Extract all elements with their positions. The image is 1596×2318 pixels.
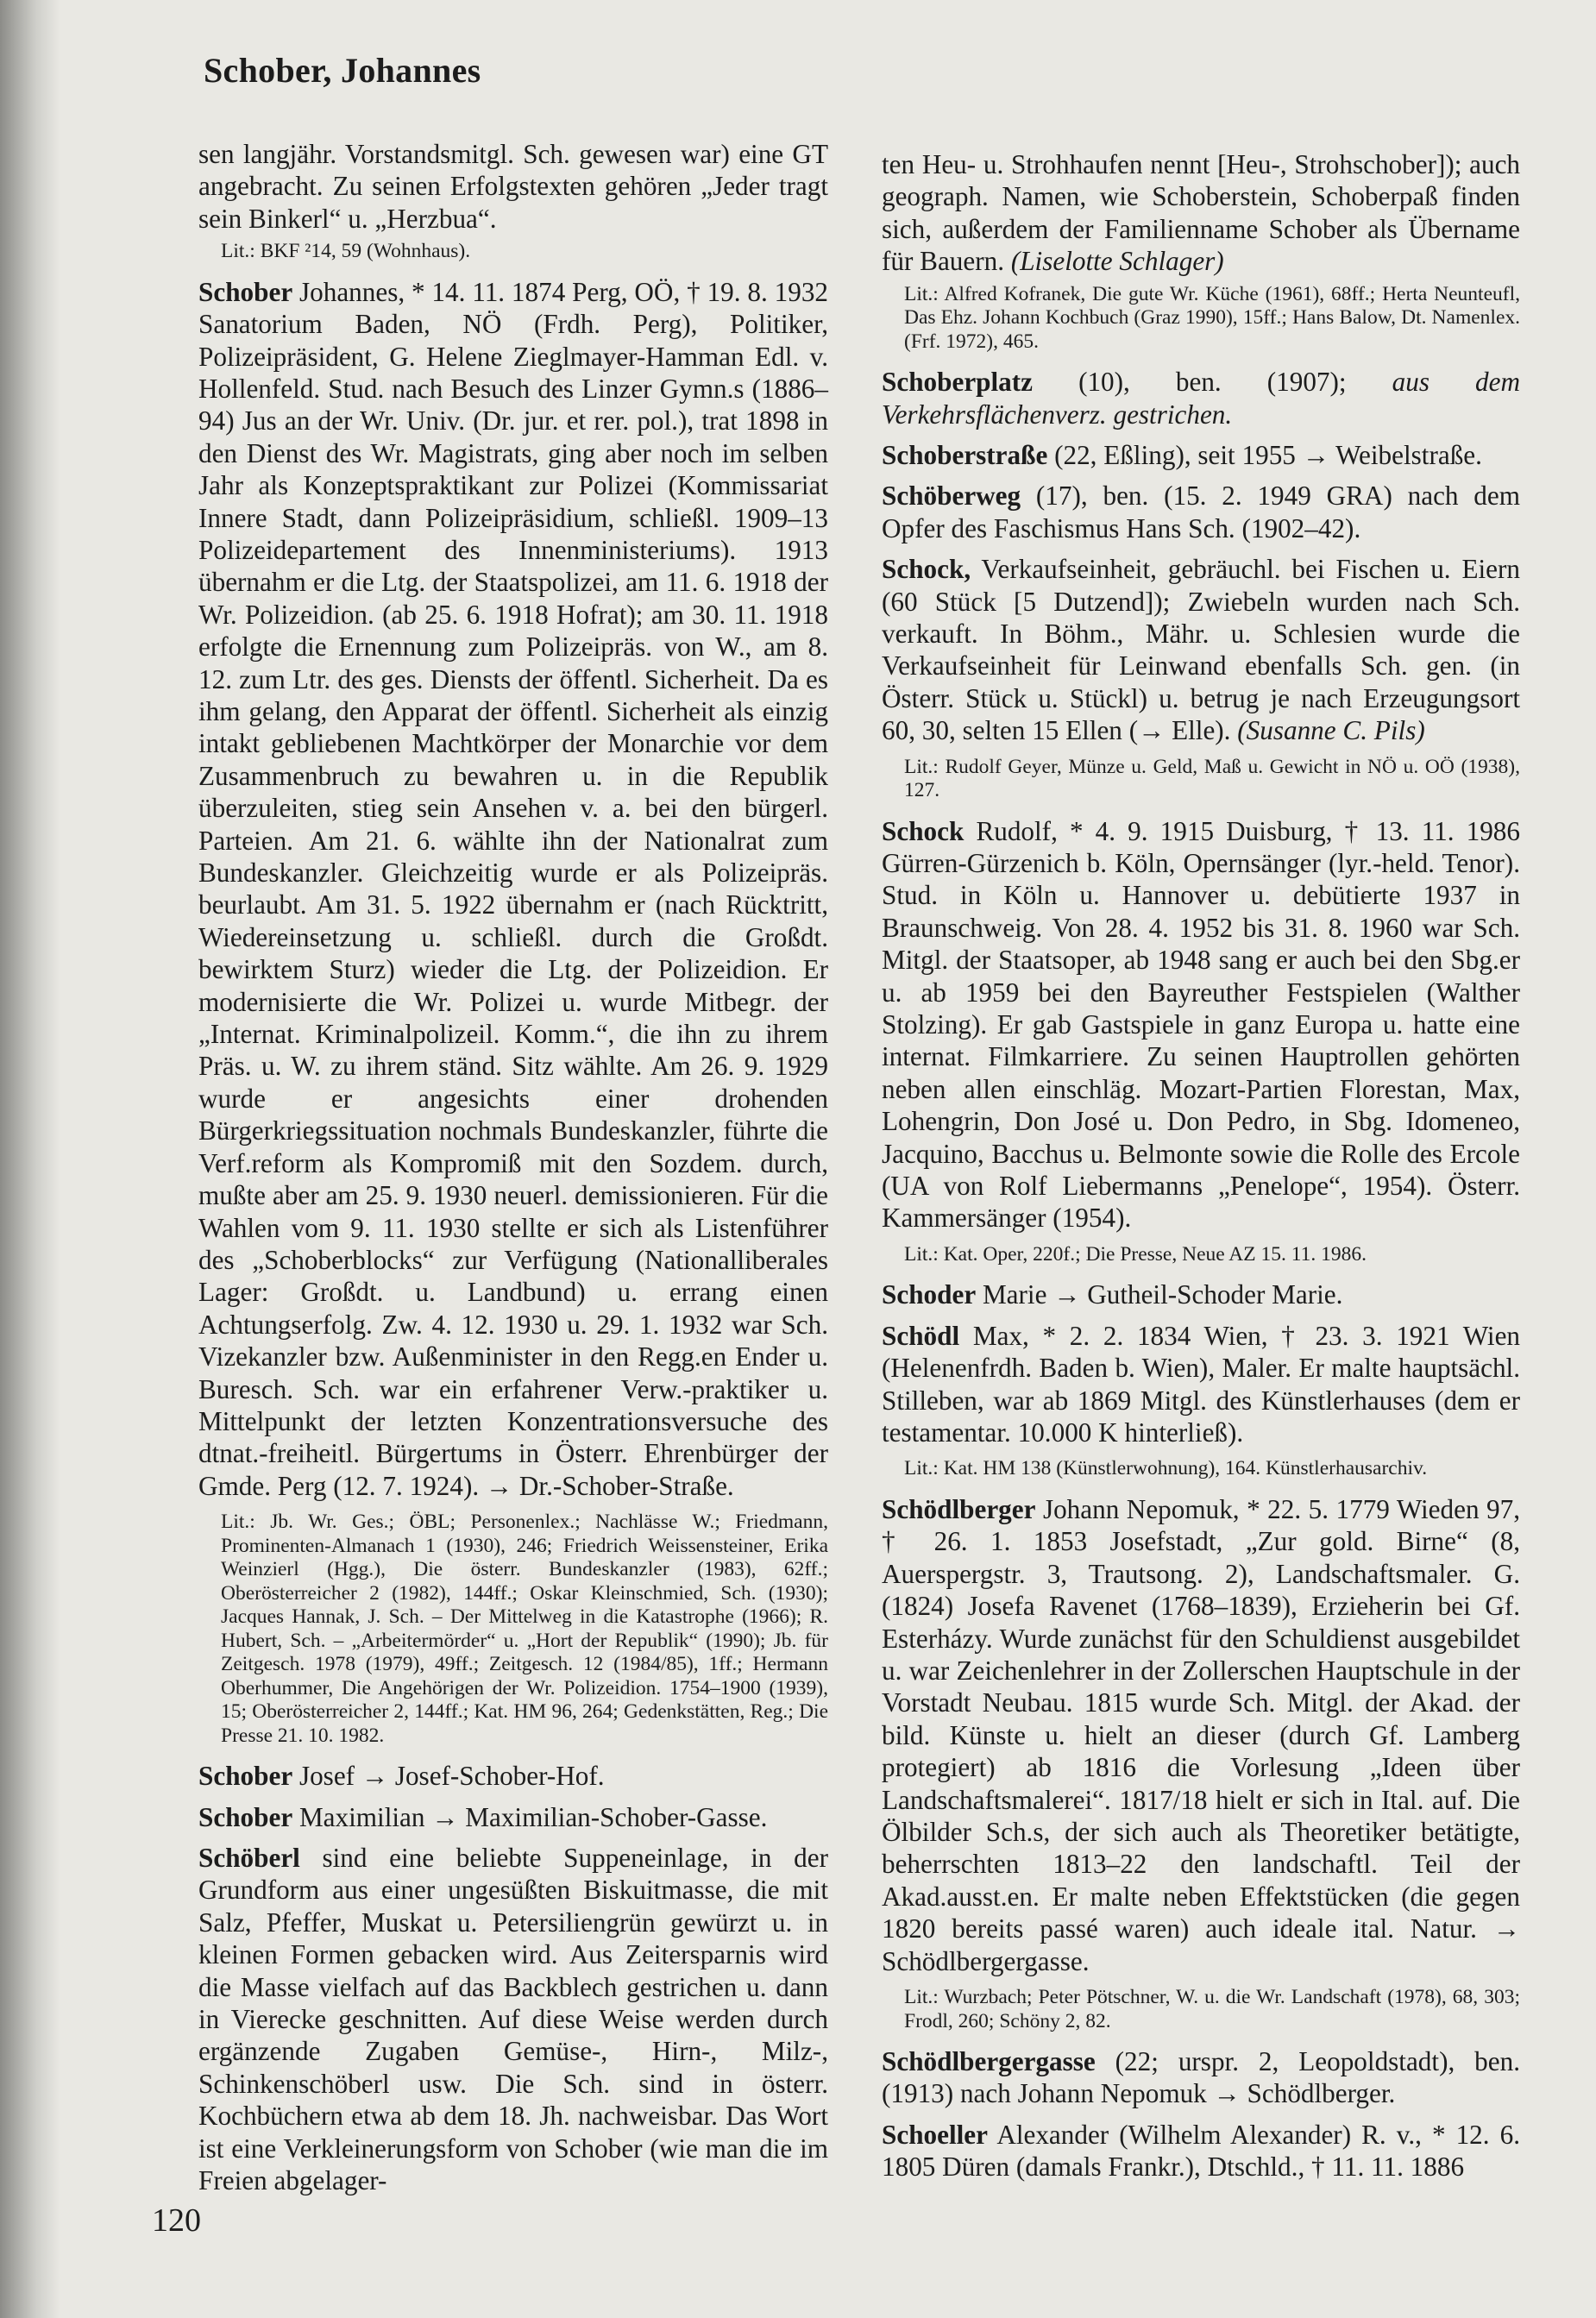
continued-entry-text (882, 148, 1520, 278)
entry-text: Maximilian → Maximilian-Schober-Gasse. (298, 1801, 768, 1832)
entry-text: Alexander (Wilhelm Alexander) R. v., * 12. 6. 1805 Düren (damals Frankr.), Dtschld., † 11. 11. 1886 (882, 2119, 1521, 2183)
headword: Schödlberger (882, 1493, 1036, 1524)
entry-text: Josef → Josef-Schober-Hof. (298, 1761, 605, 1792)
entry-schoedlberger (882, 1493, 1520, 1977)
running-head: Schober, Johannes (204, 51, 481, 90)
entry-text: Max, * 2. 2. 1834 Wien, † 23. 3. 1921 Wien (Helenenfrdh. Baden b. Wien), Maler. Er malte hauptsächl. Stilleben, war ab 1869 Mitgl. des Künstlerhauses (dem er testamentar. 10.000 K hinterließ). (882, 1320, 1520, 1448)
headword: Schödl (882, 1320, 960, 1351)
entry-schober-johannes (198, 276, 828, 1502)
headword: Schöberl (198, 1842, 300, 1873)
entry-text: (10), ben. (1907); (1078, 367, 1347, 398)
continued-entry-text: sen langjähr. Vorstandsmitgl. Sch. gewesen war) eine GT angebracht. Zu seinen Erfolgstexten gehören „Jeder tragt sein Binkerl“ u. „Herzbua“. (198, 139, 828, 234)
entry-literature: Lit.: Wurzbach; Peter Pötschner, W. u. die Wr. Landschaft (1978), 68, 303; Frodl, 260; Schöny 2, 82. (904, 1986, 1520, 2032)
page-number: 120 (152, 2202, 201, 2239)
entry-literature: Lit.: Kat. Oper, 220f.; Die Presse, Neue AZ 15. 11. 1986. (904, 1242, 1367, 1266)
entry-text: ten Heu- u. Strohhaufen nennt [Heu-, Strohschober]); auch geograph. Namen, wie Schoberstein, Schoberpaß finden sich, außerdem der Familienname Schober als Übername für Bauern. (882, 149, 1520, 277)
entry-text: Marie → Gutheil-Schoder Marie. (982, 1279, 1343, 1310)
headword: Schock (882, 815, 965, 846)
headword: Schock, (882, 554, 971, 585)
entry-text: (17), ben. (15. 2. 1949 GRA) nach dem Opfer des Faschismus Hans Sch. (1902–42). (882, 481, 1520, 543)
entry-note: aus dem Verkehrsflächenverz. gestrichen. (882, 367, 1520, 430)
entry-schober-maximilian (198, 1801, 828, 1833)
headword: Schöberweg (882, 481, 1021, 512)
entry-text: Rudolf, * 4. 9. 1915 Duisburg, † 13. 11. 1986 Gürren-Gürzenich b. Köln, Opernsänger (lyr.-held. Tenor). Stud. in Köln u. Hannover u. debütierte 1937 in Braunschweig. Von 28. 4. 1952 bis 31. 8. 1960 war Sch. Mitgl. der Staatsoper, ab 1948 sang er auch bei den Sbg.er u. ab 1959 bei den Bayreuther Festspielen (Walther Stolzing). Er gab Gastspiele in ganz Europa u. hatte eine internat. Filmkarriere. Zu seinen Hauptrollen gehörten neben allen einschläg. Mozart-Partien Florestan, Max, Lohengrin, Don José u. Don Pedro, in Sbg. Idomeneo, Jacquino, Bacchus u. Belmonte sowie die Rolle des Ercole (UA von Rolf Liebermanns „Penelope“, 1954). Österr. Kammersänger (1954). (882, 815, 1520, 1234)
headword: Schödlbergergasse (882, 2046, 1096, 2076)
headword: Schoeller (882, 2119, 988, 2150)
entry-schoedl (882, 1320, 1520, 1449)
entry-text: Johann Nepomuk, * 22. 5. 1779 Wieden 97, † 26. 1. 1853 Josefstadt, „Zur gold. Birne“ (8, Auerspergstr. 3, Trautsong. 2), Landschaftsmaler. G. (1824) Josefa Ravenet (1768–1839), Erzieherin bei Gf. Esterházy. Wurde zunächst für den Schuldienst ausgebildet u. war Zeichenlehrer in der Zollerschen Hauptschule in der Vorstadt Neubau. 1815 wurde Sch. Mitgl. der Akad. der bild. Künste u. hielt an dieser (durch Gf. Lamberg protegiert) ab 1816 die Vorlesung „Ideen über Landschaftsmalerei“. 1817/18 hielt er sich in Ital. auf. Die Ölbilder Sch.s, der sich auch als Theoretiker betätigte, beherrschten 1813–22 den landschaftl. Teil der Akad.ausst.en. Er malte neben Effektstücken (die gegen 1820 bereits passé waren) auch ideale ital. Natur. → Schödlbergergasse. (882, 1493, 1521, 1976)
entry-schock (882, 553, 1520, 746)
entry-text: (22, Eßling), seit 1955 → Weibelstraße. (1054, 439, 1482, 470)
entry-schoder (882, 1278, 1520, 1310)
headword: Schoberstraße (882, 439, 1048, 470)
entry-schoberstrasse (882, 439, 1520, 471)
headword: Schober (198, 1761, 293, 1792)
author-signature: (Liselotte Schlager) (1010, 246, 1224, 277)
entry-literature: Lit.: Rudolf Geyer, Münze u. Geld, Maß u. Gewicht in NÖ u. OÖ (1938), 127. (904, 755, 1520, 802)
entry-text: sind eine beliebte Suppeneinlage, in der Grundform aus einer ungesüßten Biskuitmasse, die mit Salz, Pfeffer, Muskat u. Petersiliengrün gewürzt u. in kleinen Formen gebacken wird. Aus Zeitersparnis wird die Masse vielfach auf das Backblech gestrichen u. dann in Vierecke geschnitten. Auf diese Weise werden durch ergänzende Zugaben Gemüse-, Hirn-, Milz-, Schinkenschöberl usw. Die Sch. sind in österr. Kochbüchern etwa ab dem 18. Jh. nachweisbar. Das Wort ist eine Verkleinerungsform von Schober (wie man die im Freien abgelager- (198, 1842, 828, 2196)
author-signature: (Susanne C. Pils) (1237, 715, 1425, 746)
entry-text: Verkaufseinheit, gebräuchl. bei Fischen u. Eiern (60 Stück [5 Dutzend]); Zwiebeln wurden nach Sch. verkauft. In Böhm., Mähr. u. Schlesien wurde die Verkaufseinheit für Leinwand ebenfalls Sch. gen. (in Österr. Stück u. Stückl) u. betrug je nach Erzeugungsort 60, 30, selten 15 Ellen (→ Elle). (882, 554, 1521, 746)
continued-entry-literature: Lit.: BKF ²14, 59 (Wohnhaus). (221, 240, 471, 263)
continued-entry-literature: Lit.: Alfred Kofranek, Die gute Wr. Küche (1961), 68ff.; Herta Neunteufl, Das Ehz. Johann Kochbuch (Graz 1990), 15ff.; Hans Balow, Dt. Namenlex. (Frf. 1972), 465. (904, 282, 1520, 353)
entry-schoedlbergergasse (882, 2045, 1520, 2110)
entry-schoeberweg (882, 480, 1520, 544)
headword: Schober (198, 276, 293, 307)
entry-schober-josef (198, 1760, 828, 1792)
right-column (882, 148, 1520, 2192)
headword: Schoberplatz (882, 367, 1033, 398)
headword: Schoder (882, 1279, 977, 1310)
page-gutter-shadow (0, 0, 60, 2318)
entry-schoberplatz (882, 366, 1520, 430)
left-column (198, 138, 828, 2205)
entry-schock-rudolf (882, 815, 1520, 1234)
entry-schoeberl (198, 1842, 828, 2196)
entry-literature: Lit.: Kat. HM 138 (Künstlerwohnung), 164. Künstlerhausarchiv. (904, 1457, 1428, 1480)
headword: Schober (198, 1801, 293, 1832)
entry-text: (22; urspr. 2, Leopoldstadt), ben. (1913) nach Johann Nepomuk → Schödlberger. (882, 2046, 1520, 2109)
entry-text: Johannes, * 14. 11. 1874 Perg, OÖ, † 19. 8. 1932 Sanatorium Baden, NÖ (Frdh. Perg), Politiker, Polizeipräsident, G. Helene Zieglmayer-Hamman Edl. v. Hollenfeld. Stud. nach Besuch des Linzer Gymn.s (1886–94) Jus an der Wr. Univ. (Dr. jur. et rer. pol.), trat 1898 in den Dienst des Wr. Magistrats, ging aber noch im selben Jahr als Konzeptspraktikant zur Polizei (Kommissariat Innere Stadt, dann Polizeipräsidium, schließl. 1909–13 Polizeidepartement des Innenministeriums). 1913 übernahm er die Ltg. der Staatspolizei, am 11. 6. 1918 der Wr. Polizeidion. (ab 25. 6. 1918 Hofrat); am 30. 11. 1918 erfolgte die Ernennung zum Polizeipräs. von W., am 8. 12. zum Ltr. des ges. Diensts der öffentl. Sicherheit. Da es ihm gelang, den Apparat der öffentl. Sicherheit als einzig intakt gebliebenen Machtkörper der Monarchie vor dem Zusammenbruch zu bewahren u. in die Republik überzuleiten, stieg sein Ansehen v. a. bei den bürgerl. Parteien. Am 21. 6. wählte ihn der Nationalrat zum Bundeskanzler. Gleichzeitig wurde er als Polizeipräs. beurlaubt. Am 31. 5. 1922 übernahm er (nach Rücktritt, Wiedereinsetzung u. schließl. durch die Großdt. bewirktem Sturz) wieder die Ltg. der Polizeidion. Er modernisierte die Wr. Polizei u. wurde Mitbegr. der „Internat. Kriminalpolizeil. Komm.“, die ihn zu ihrem Präs. u. W. zu ihrem ständ. Sitz wählte. Am 26. 9. 1929 wurde er angesichts einer drohenden Bürgerkriegssituation nochmals Bundeskanzler, führte die Verf.reform als Kompromiß mit den Sozdem. durch, mußte aber am 25. 9. 1930 neuerl. demissionieren. Für die Wahlen vom 9. 11. 1930 stellte er sich als Listenführer des „Schoberblocks“ zur Verfügung (Nationalliberales Lager: Großdt. u. Landbund) u. errang einen Achtungserfolg. Zw. 4. 12. 1930 u. 29. 1. 1932 war Sch. Vizekanzler bzw. Außenminister in den Regg.en Ender u. Buresch. Sch. war ein erfahrener Verw.-praktiker u. Mittelpunkt der letzten Konzentrationsversuche des dtnat.-freiheitl. Bürgertums in Österr. Ehrenbürger der Gmde. Perg (12. 7. 1924). → Dr.-Schober-Straße. (198, 276, 829, 1501)
entry-literature: Lit.: Jb. Wr. Ges.; ÖBL; Personenlex.; Nachlässe W.; Friedmann, Prominenten-Almanach 1 (1930), 246; Friedrich Weissensteiner, Erika Weinzierl (Hgg.), Die österr. Bundeskanzler (1983), 62ff.; Oberösterreicher 2 (1982), 144ff.; Oskar Kleinschmied, Sch. (1930); Jacques Hannak, J. Sch. – Der Mittelweg in die Katastrophe (1966); R. Hubert, Sch. – „Arbeitermörder“ u. „Hort der Republik“ (1990); Jb. für Zeitgesch. 1978 (1979), 49ff.; Zeitgesch. 12 (1984/85), 1ff.; Hermann Oberhummer, Die Angehörigen der Wr. Polizeidion. 1754–1900 (1939), 15; Oberösterreicher 2, 144ff.; Kat. HM 96, 264; Gedenkstätten, Reg.; Die Presse 21. 10. 1982. (221, 1511, 828, 1747)
entry-schoeller (882, 2119, 1520, 2183)
